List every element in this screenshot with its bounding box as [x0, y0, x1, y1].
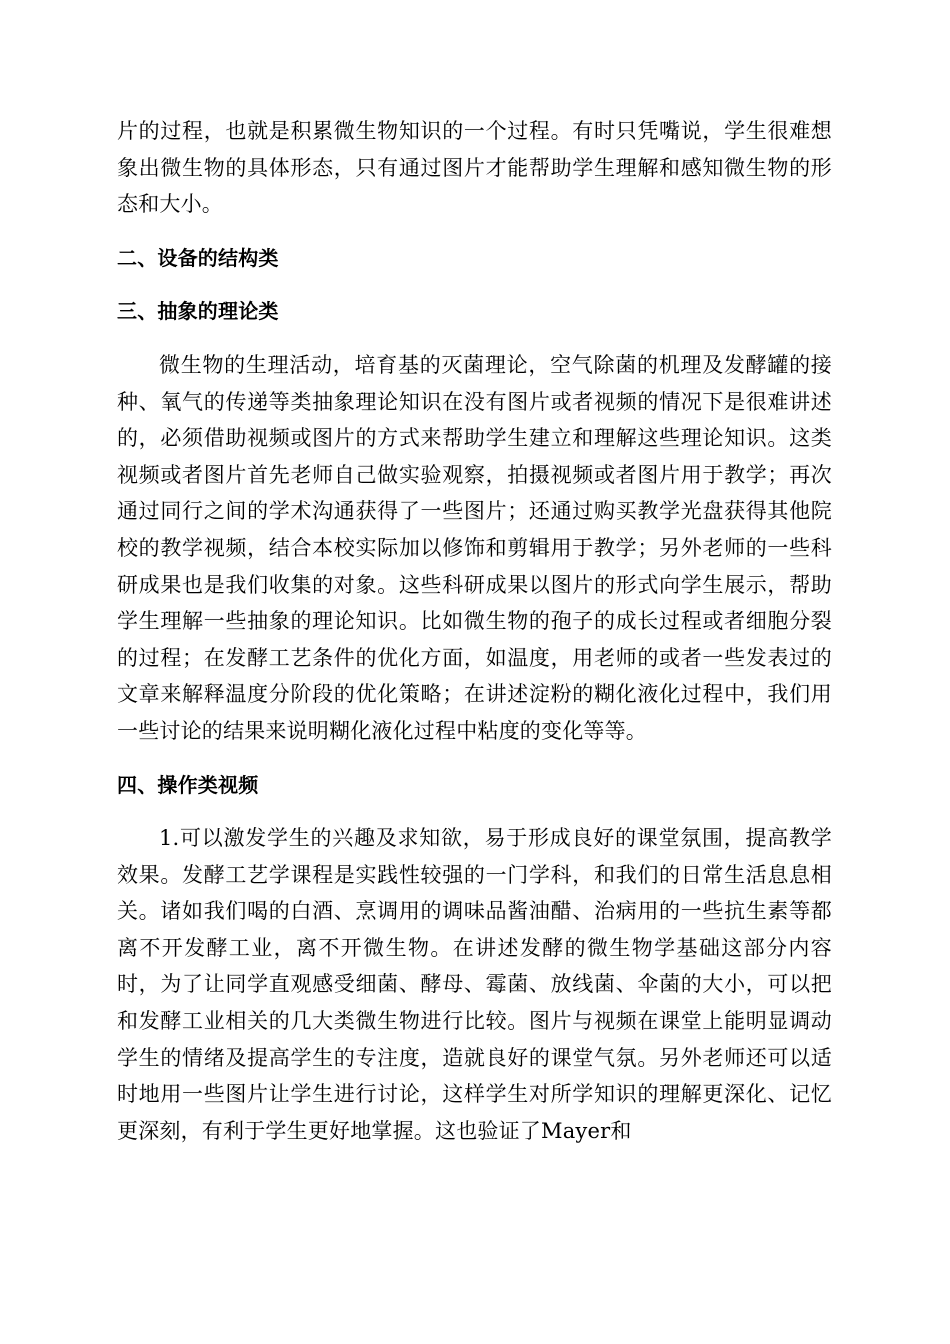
continued-paragraph: 片的过程，也就是积累微生物知识的一个过程。有时只凭嘴说，学生很难想象出微生物的具体形态，只有通过图片才能帮助学生理解和感知微生物的形态和大小。: [117, 119, 832, 217]
section-heading-operation-videos: 四、操作类视频: [117, 772, 259, 797]
abstract-theory-paragraph: 微生物的生理活动，培育基的灭菌理论，空气除菌的机理及发酵罐的接种、氧气的传递等类抽象理论知识在没有图片或者视频的情况下是很难讲述的，必须借助视频或图片的方式来帮助学生建立和理解这些理论知识。这类视频或者图片首先老师自己做实验观察，拍摄视频或者图片用于教学；再次通过同行之间的学术沟通获得了一些图片；还通过购买教学光盘获得其他院校的教学视频，结合本校实际加以修饰和剪辑用于教学；另外老师的一些科研成果也是我们收集的对象。这些科研成果以图片的形式向学生展示，帮助学生理解一些抽象的理论知识。比如微生物的孢子的成长过程或者细胞分裂的过程；在发酵工艺条件的优化方面，如温度，用老师的或者一些发表过的文章来解释温度分阶段的优化策略；在讲述淀粉的糊化液化过程中，我们用一些讨论的结果来说明糊化液化过程中粘度的变化等等。: [117, 352, 832, 743]
document-page: [117, 113, 832, 1149]
section-heading-abstract-theory: 三、抽象的理论类: [117, 299, 279, 324]
section-heading-equipment-structure: 二、设备的结构类: [117, 245, 279, 270]
operation-videos-paragraph: 1.可以激发学生的兴趣及求知欲，易于形成良好的课堂氛围，提高教学效果。发酵工艺学课程是实践性较强的一门学科，和我们的日常生活息息相关。诸如我们喝的白酒、烹调用的调味品酱油醋、治病用的一些抗生素等都离不开发酵工业，离不开微生物。在讲述发酵的微生物学基础这部分内容时，为了让同学直观感受细菌、酵母、霉菌、放线菌、伞菌的大小，可以把和发酵工业相关的几大类微生物进行比较。图片与视频在课堂上能明显调动学生的情绪及提高学生的专注度，造就良好的课堂气氛。另外老师还可以适时地用一些图片让学生进行讨论，这样学生对所学知识的理解更深化、记忆更深刻，有利于学生更好地掌握。这也验证了Mayer和: [117, 826, 832, 1143]
